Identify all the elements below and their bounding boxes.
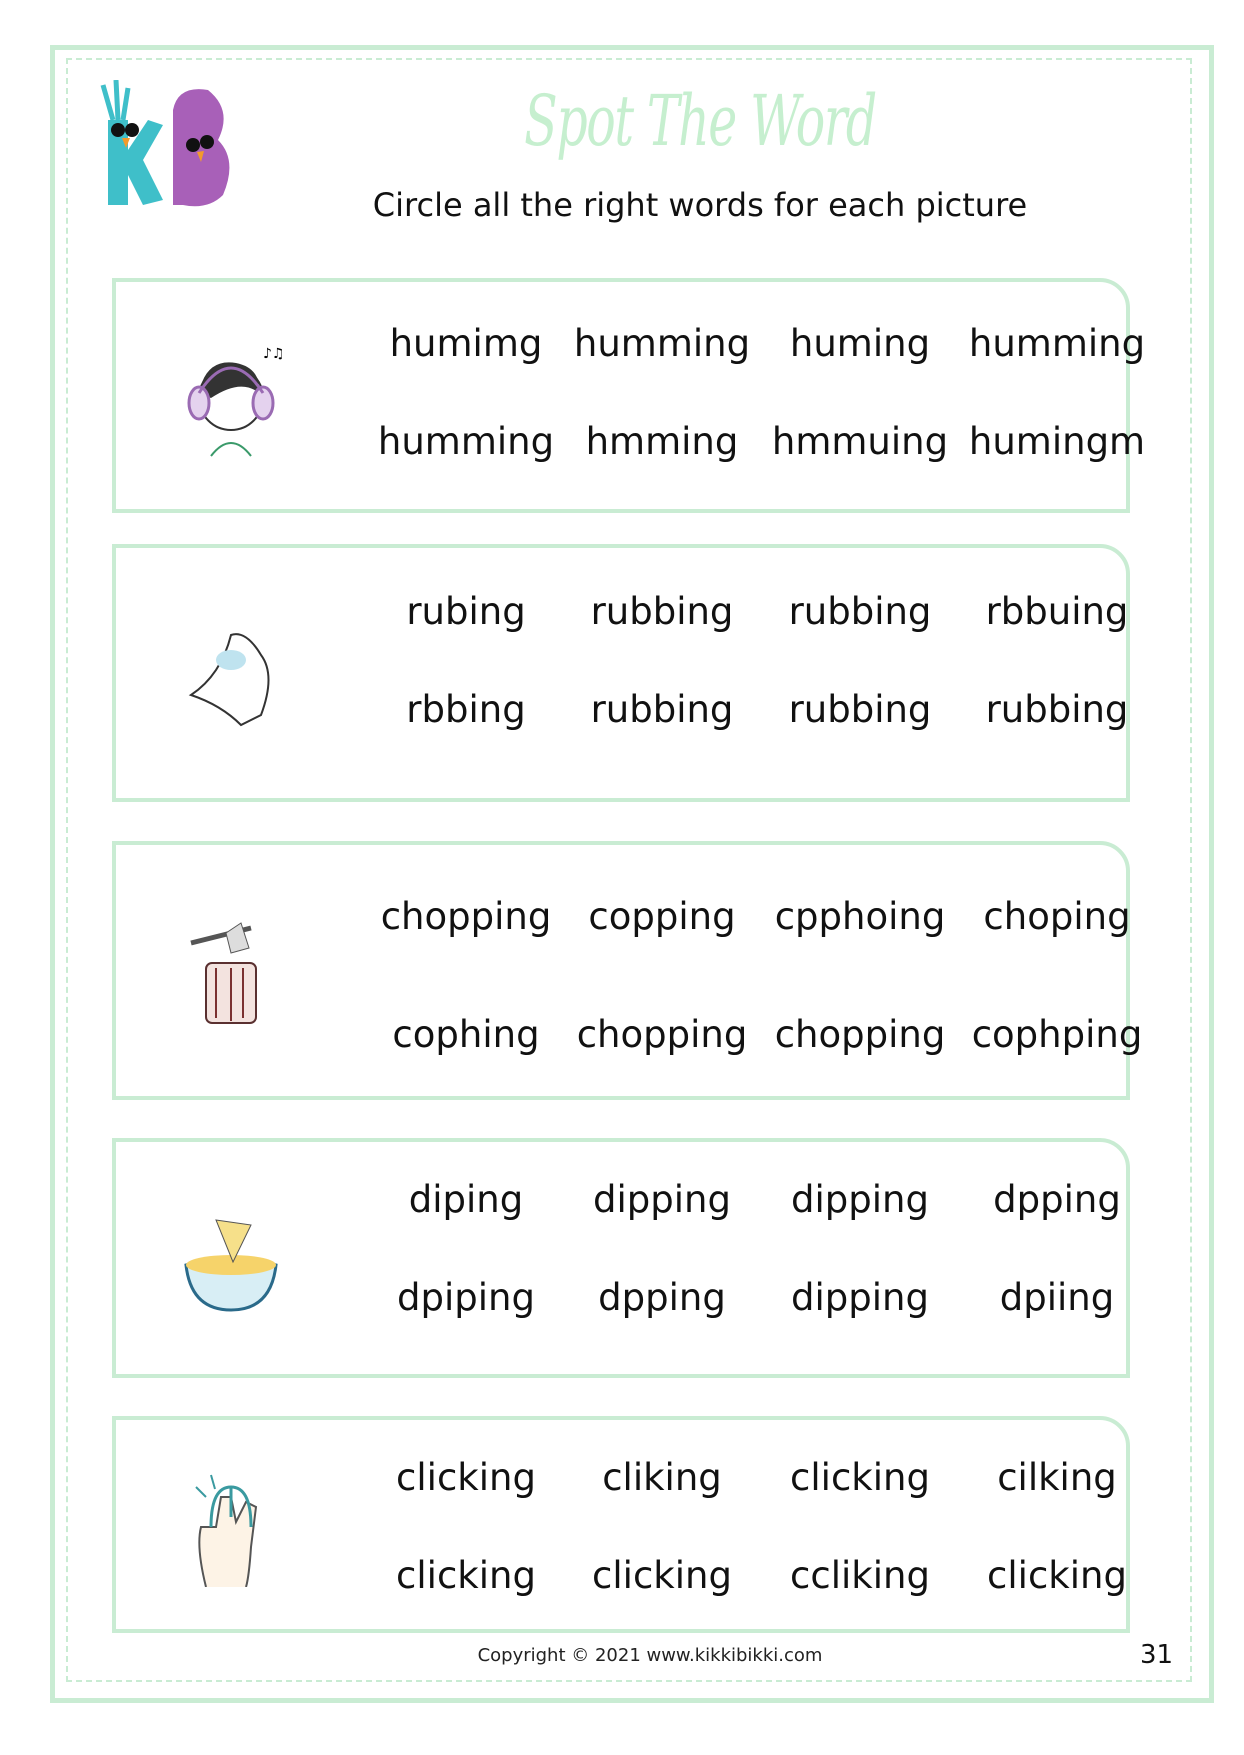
word-option[interactable]: humimg	[389, 322, 543, 365]
word-option[interactable]: hmmuing	[771, 420, 949, 463]
word-option[interactable]: cophping	[971, 1013, 1143, 1056]
exercise-box	[112, 1416, 1130, 1633]
word-option[interactable]: rubbing	[788, 688, 932, 731]
instructions: Circle all the right words for each picture	[372, 186, 1028, 224]
word-option[interactable]: copping	[588, 895, 736, 938]
word-option[interactable]: cliking	[602, 1456, 722, 1499]
word-option[interactable]: clicking	[592, 1554, 732, 1597]
word-option[interactable]: rubing	[406, 590, 526, 633]
word-option[interactable]: humming	[377, 420, 555, 463]
word-option[interactable]: chopping	[774, 1013, 946, 1056]
word-option[interactable]: rubbing	[985, 688, 1129, 731]
word-option[interactable]: dpiping	[397, 1276, 535, 1319]
word-option[interactable]: dpping	[993, 1178, 1121, 1221]
copyright: Copyright © 2021 www.kikkibikki.com	[477, 1645, 823, 1666]
word-option[interactable]: cpphoing	[774, 895, 946, 938]
word-option[interactable]: dpping	[598, 1276, 726, 1319]
page-title: Spot The Word	[524, 80, 876, 162]
girl-humming-icon	[171, 338, 291, 458]
word-option[interactable]: choping	[983, 895, 1131, 938]
word-option[interactable]: humming	[968, 322, 1146, 365]
word-option[interactable]: rbbuing	[985, 590, 1129, 633]
word-option[interactable]: cophing	[392, 1013, 540, 1056]
word-option[interactable]: ccliking	[790, 1554, 930, 1597]
exercise-box	[112, 278, 1146, 513]
word-option[interactable]: chopping	[576, 1013, 748, 1056]
word-option[interactable]: dipping	[593, 1178, 731, 1221]
word-option[interactable]: rbbing	[406, 688, 526, 731]
word-option[interactable]: dipping	[791, 1178, 929, 1221]
page-number: 31	[1140, 1640, 1174, 1670]
word-option[interactable]: clicking	[396, 1456, 536, 1499]
word-option[interactable]: diping	[408, 1178, 524, 1221]
kikkibikki-logo	[88, 80, 248, 210]
chip-dip-bowl-icon	[171, 1200, 291, 1320]
word-option[interactable]: huming	[789, 322, 931, 365]
hand-clicking-mouse-icon	[171, 1467, 291, 1587]
word-option[interactable]: dipping	[791, 1276, 929, 1319]
word-option[interactable]: humming	[573, 322, 751, 365]
word-option[interactable]: cilking	[997, 1456, 1117, 1499]
word-option[interactable]: clicking	[790, 1456, 930, 1499]
word-option[interactable]: rubbing	[590, 590, 734, 633]
word-option[interactable]: rubbing	[590, 688, 734, 731]
word-option[interactable]: clicking	[987, 1554, 1127, 1597]
word-option[interactable]: hmming	[585, 420, 739, 463]
word-option[interactable]: chopping	[380, 895, 552, 938]
exercise-box	[112, 544, 1130, 802]
word-option[interactable]: humingm	[968, 420, 1146, 463]
svg-text:♪♫: ♪♫	[263, 345, 285, 362]
exercise-box	[112, 841, 1143, 1100]
word-option[interactable]: clicking	[396, 1554, 536, 1597]
word-option[interactable]: dpiing	[999, 1276, 1115, 1319]
axe-log-chopping-icon	[171, 913, 291, 1033]
word-option[interactable]: rubbing	[788, 590, 932, 633]
exercise-box	[112, 1138, 1130, 1378]
hands-rubbing-icon	[171, 615, 291, 735]
